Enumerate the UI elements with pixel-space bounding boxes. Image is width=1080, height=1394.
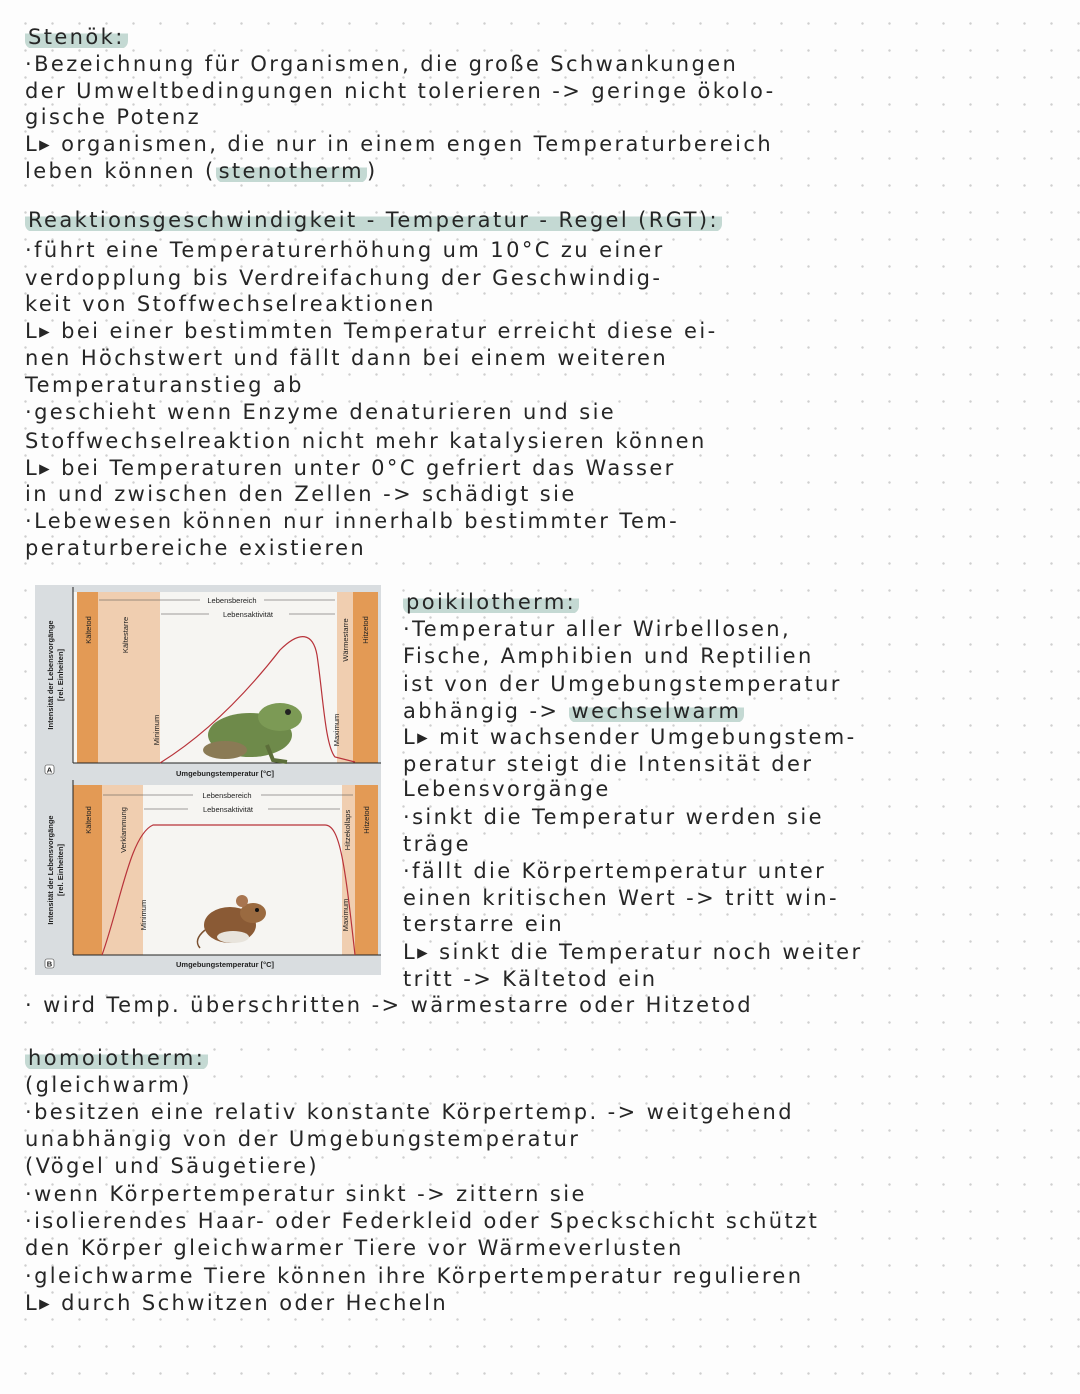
lebensbereich-label-a: Lebensbereich <box>207 596 257 605</box>
note-text: gische Potenz <box>25 105 202 129</box>
maximum-label: Maximum <box>341 898 350 932</box>
lebensbereich-label-b: Lebensbereich <box>202 791 252 800</box>
x-axis-label: Umgebungstemperatur [°C] <box>175 960 275 969</box>
zone-label: Hitzekollaps <box>343 809 352 851</box>
note-text: (gleichwarm) <box>25 1073 192 1097</box>
note-line <box>25 207 722 233</box>
note-text: L▸ organismen, die nur in einem engen Temperaturbereich <box>25 132 774 156</box>
note-text: in und zwischen den Zellen -> schädigt sie <box>25 482 577 506</box>
note-text: abhängig -> <box>403 699 569 723</box>
note-text: träge <box>403 832 471 856</box>
note-line <box>403 911 564 937</box>
note-text: ) <box>367 159 378 183</box>
note-line <box>25 291 436 317</box>
note-line <box>25 455 676 481</box>
note-text: ·besitzen eine relativ konstante Körpertemp. -> weitgehend <box>25 1100 794 1124</box>
note-line <box>25 78 776 104</box>
note-line <box>25 318 718 344</box>
note-text: ·sinkt die Temperatur werden sie <box>403 805 824 829</box>
note-text: ·Lebewesen können nur innerhalb bestimmter Tem- <box>25 509 680 533</box>
y-axis-unit: [rel. Einheiten] <box>56 648 65 702</box>
note-line <box>403 671 842 697</box>
note-text: ·geschieht wenn Enzyme denaturieren und sie <box>25 400 617 424</box>
note-line <box>25 992 753 1018</box>
note-text: peratur steigt die Intensität der <box>403 752 814 776</box>
note-text: der Umweltbedingungen nicht tolerieren -> geringe ökolo- <box>25 79 776 103</box>
note-text: keit von Stoffwechselreaktionen <box>25 292 436 316</box>
note-line <box>403 939 862 965</box>
zone-label: Hitzetod <box>362 806 371 834</box>
maximum-label: Maximum <box>332 713 341 747</box>
highlighted-term: stenotherm <box>216 159 367 183</box>
note-text: Stoffwechselreaktion nicht mehr katalysieren können <box>25 429 707 453</box>
note-line <box>25 372 304 398</box>
note-text: (Vögel und Säugetiere) <box>25 1154 319 1178</box>
note-text: leben können ( <box>25 159 216 183</box>
note-line <box>25 131 773 157</box>
note-text: ·Temperatur aller Wirbellosen, <box>403 617 792 641</box>
zone-label: Kältetod <box>84 806 93 834</box>
note-text: unabhängig von der Umgebungstemperatur <box>25 1127 581 1151</box>
note-text: tritt -> Kältetod ein <box>403 967 658 991</box>
highlighted-term: poikilotherm: <box>403 590 579 614</box>
note-text: ·führt eine Temperaturerhöhung um 10°C zu einer <box>25 238 665 262</box>
note-line <box>25 104 201 130</box>
note-line <box>25 265 662 291</box>
note-line <box>403 831 471 857</box>
note-text: Temperaturanstieg ab <box>25 373 304 397</box>
note-line <box>25 428 707 454</box>
note-text: ·fällt die Körpertemperatur unter <box>403 859 827 883</box>
note-text: L▸ bei einer bestimmten Temperatur erreicht diese ei- <box>25 319 718 343</box>
note-line <box>25 1208 819 1234</box>
lebensaktivitaet-label-a: Lebensaktivität <box>222 610 274 619</box>
minimum-label: Minimum <box>139 899 148 931</box>
note-text: ·wenn Körpertemperatur sinkt -> zittern sie <box>25 1182 587 1206</box>
note-line <box>25 1045 208 1071</box>
note-line <box>25 508 679 534</box>
note-line <box>25 51 738 77</box>
note-text: ·gleichwarme Tiere können ihre Körpertemperatur regulieren <box>25 1264 804 1288</box>
note-line <box>403 776 611 802</box>
note-line <box>403 858 826 884</box>
note-text: ·isolierendes Haar- oder Federkleid oder Speckschicht schützt <box>25 1209 820 1233</box>
minimum-label: Minimum <box>152 714 161 746</box>
panel-a <box>45 587 381 778</box>
note-text: L▸ bei Temperaturen unter 0°C gefriert das Wasser <box>25 456 676 480</box>
note-text: L▸ mit wachsender Umgebungstem- <box>403 725 857 749</box>
note-text: Fische, Amphibien und Reptilien <box>403 644 814 668</box>
note-text: · wird Temp. überschritten -> wärmestarre oder Hitzetod <box>25 993 754 1017</box>
note-line <box>25 1126 580 1152</box>
note-text: ist von der Umgebungstemperatur <box>403 672 842 696</box>
note-line <box>403 885 839 911</box>
zone-label: Kältestarre <box>121 616 130 654</box>
note-line <box>403 698 744 724</box>
panel-b <box>45 780 381 969</box>
zone-label: Kältetod <box>84 616 93 644</box>
note-text: L▸ sinkt die Temperatur noch weiter <box>403 940 863 964</box>
note-line <box>25 1181 587 1207</box>
note-line <box>403 589 579 615</box>
highlighted-term: homoiotherm: <box>25 1046 208 1070</box>
note-line <box>403 643 814 669</box>
note-line <box>25 24 128 50</box>
note-line <box>25 535 366 561</box>
note-text: den Körper gleichwarmer Tiere vor Wärmeverlusten <box>25 1236 684 1260</box>
note-line <box>25 1153 319 1179</box>
note-line <box>25 1290 448 1316</box>
note-line <box>25 481 577 507</box>
note-line <box>25 345 668 371</box>
y-axis-unit: [rel. Einheiten] <box>56 843 65 897</box>
note-line <box>403 616 791 642</box>
highlighted-term: Reaktionsgeschwindigkeit - Temperatur - Regel (RGT): <box>25 208 722 232</box>
zone-label: Hitzetod <box>361 616 370 644</box>
panel-badge: A <box>46 765 53 775</box>
y-axis-label: Intensität der Lebensvorgänge <box>46 815 55 925</box>
note-line <box>25 1235 684 1261</box>
y-axis-label: Intensität der Lebensvorgänge <box>46 620 55 730</box>
highlighted-term: wechselwarm <box>569 699 745 723</box>
x-axis-label: Umgebungstemperatur [°C] <box>175 769 275 778</box>
zone-label: Verklammung <box>119 807 128 853</box>
note-line <box>25 237 665 263</box>
note-line <box>403 966 658 992</box>
highlighted-term: Stenök: <box>25 25 128 49</box>
note-line <box>403 804 824 830</box>
note-text: ·Bezeichnung für Organismen, die große Schwankungen <box>25 52 739 76</box>
note-line <box>25 399 616 425</box>
zone-label: Wärmestarre <box>341 618 350 662</box>
note-text: einen kritischen Wert -> tritt win- <box>403 886 839 910</box>
panel-badge: B <box>46 959 53 969</box>
note-line <box>403 751 813 777</box>
note-line <box>25 1099 794 1125</box>
note-line <box>25 158 378 184</box>
note-text: L▸ durch Schwitzen oder Hecheln <box>25 1291 449 1315</box>
note-line <box>25 1263 803 1289</box>
note-text: terstarre ein <box>403 912 565 936</box>
note-text: peraturbereiche existieren <box>25 536 367 560</box>
lebensaktivitaet-label-b: Lebensaktivität <box>202 805 254 814</box>
note-text: verdopplung bis Verdreifachung der Geschwindig- <box>25 266 663 290</box>
note-text: nen Höchstwert und fällt dann bei einem weiteren <box>25 346 669 370</box>
note-line <box>403 724 857 750</box>
note-line <box>25 1072 192 1098</box>
note-text: Lebensvorgänge <box>403 777 611 801</box>
temperature-figure <box>35 585 381 975</box>
